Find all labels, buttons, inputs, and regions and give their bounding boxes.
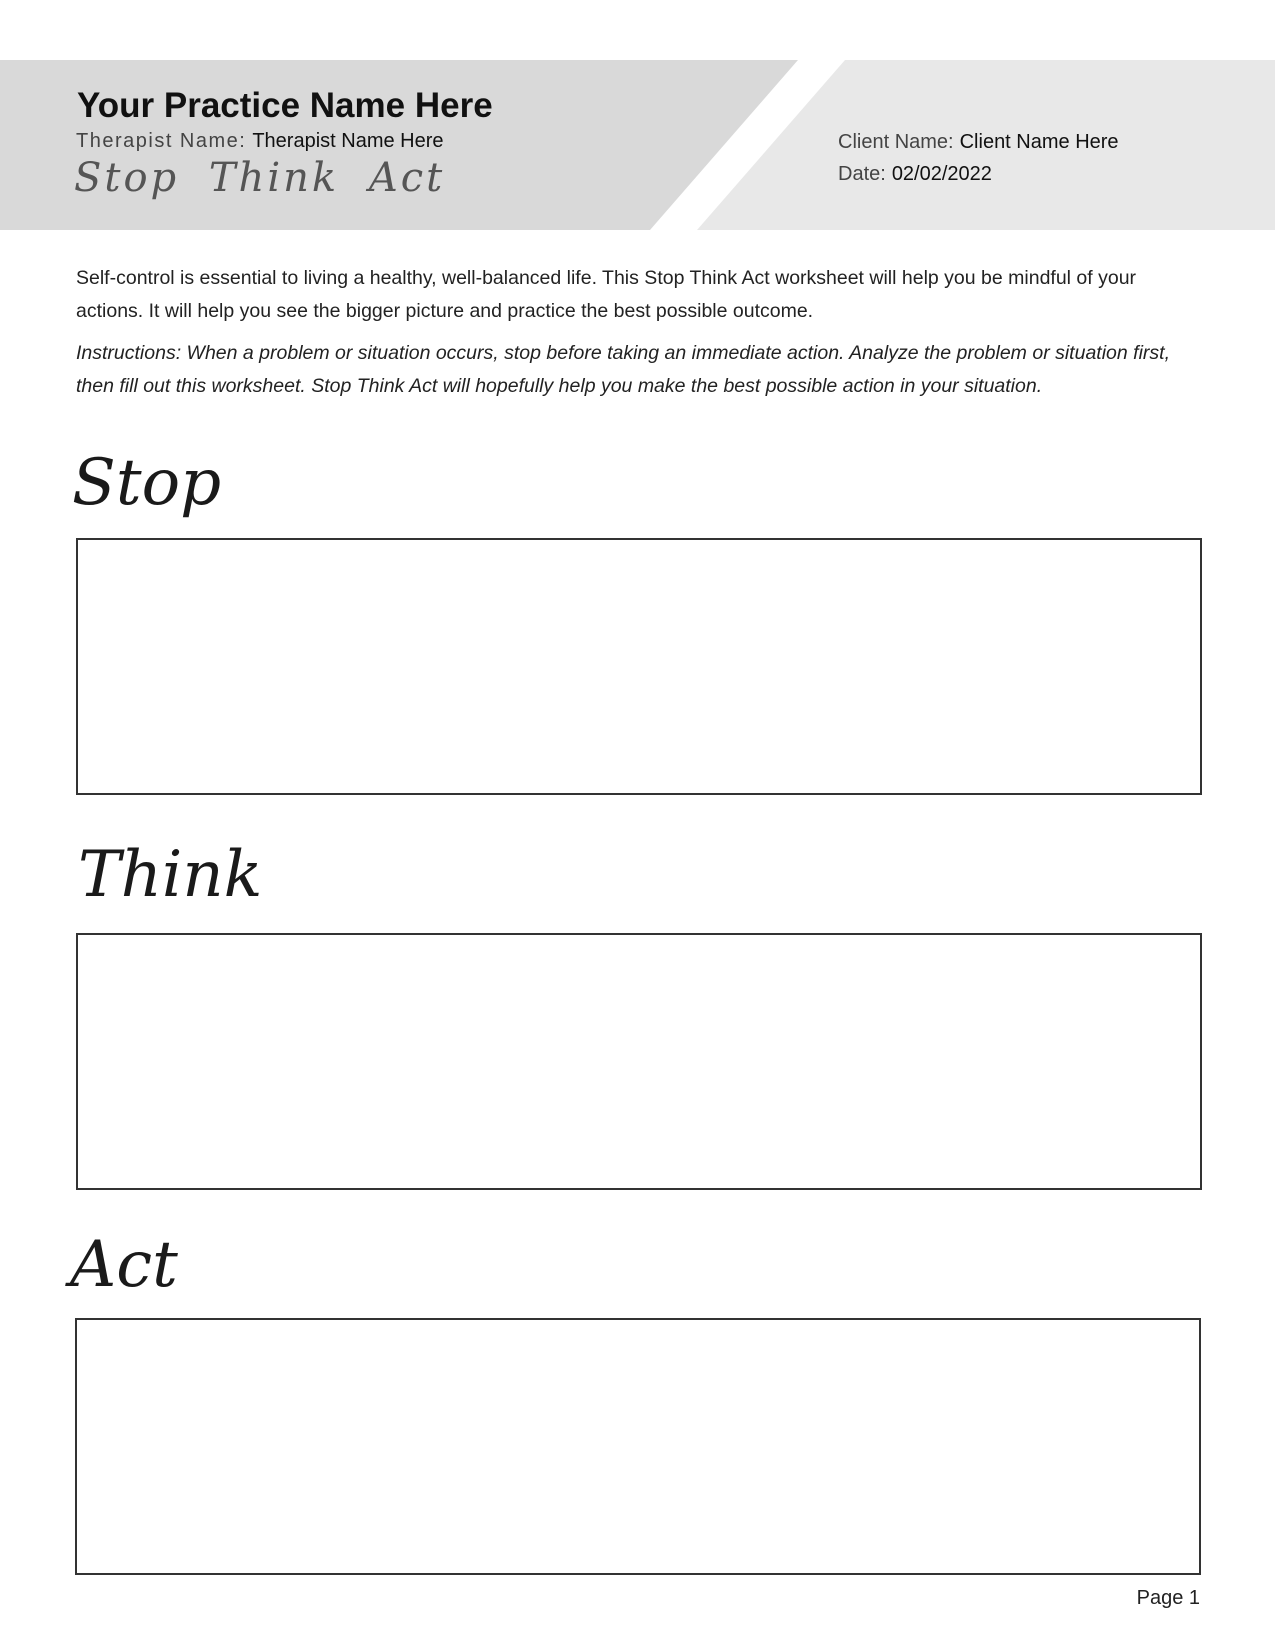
therapist-name-field[interactable]: Therapist Name Here <box>252 130 444 152</box>
practice-name: Your Practice Name Here <box>77 86 493 125</box>
date-label: Date: <box>838 163 886 185</box>
therapist-name-row <box>76 130 444 153</box>
therapist-name-label: Therapist Name: <box>76 130 247 152</box>
client-name-field[interactable]: Client Name Here <box>959 131 1119 153</box>
client-name-label: Client Name: <box>838 131 954 153</box>
intro-paragraph: Self-control is essential to living a healthy, well-balanced life. This Stop Think Act worksheet will help you be mindful of your actions. It will help you see the bigger picture and practice the best possible outcome. <box>76 267 1137 322</box>
act-answer-box[interactable] <box>75 1318 1201 1575</box>
think-answer-box[interactable] <box>76 933 1202 1190</box>
date-row <box>838 163 992 186</box>
date-field[interactable]: 02/02/2022 <box>891 163 992 185</box>
stop-answer-box[interactable] <box>76 538 1202 795</box>
act-heading: Act <box>70 1228 178 1302</box>
worksheet-title: Stop Think Act <box>74 155 446 201</box>
instructions-paragraph: Instructions: When a problem or situation occurs, stop before taking an immediate action. Analyze the problem or situation first, then fill out this worksheet. Stop Think Act will hopefully help you make the best possible action in your situation. <box>76 342 1170 397</box>
page-number: Page 1 <box>1136 1587 1200 1609</box>
stop-heading: Stop <box>72 446 222 520</box>
client-name-row <box>838 131 1119 154</box>
think-heading: Think <box>78 838 263 912</box>
